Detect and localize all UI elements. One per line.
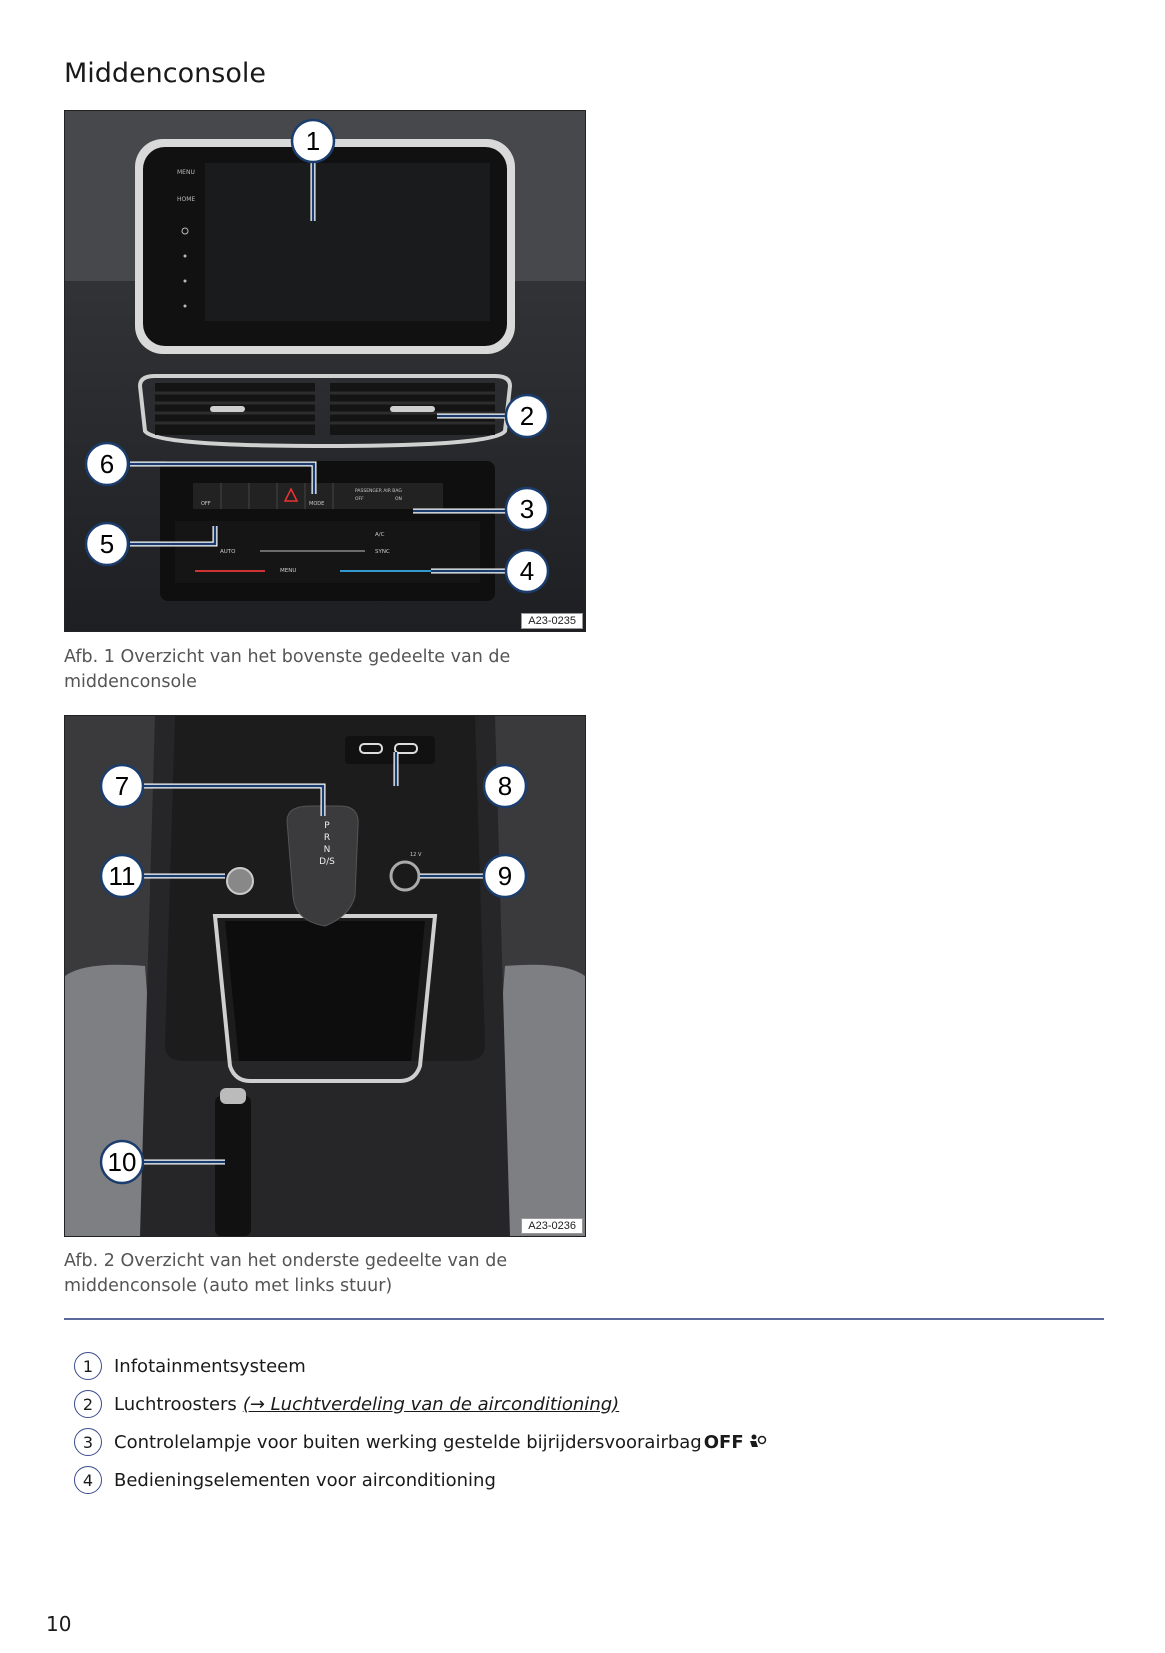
airbag-icon [747, 1433, 767, 1451]
callout-11 [101, 855, 143, 897]
figure-caption: Afb. 1 Overzicht van het bovenste gedeelte van de middenconsole [64, 647, 511, 692]
callout-1 [292, 120, 334, 162]
gear-n: N [323, 845, 331, 855]
figure-upper-console [64, 110, 586, 632]
figure-caption: Afb. 2 Overzicht van het onderste gedeelte van de middenconsole (auto met links stuur) [64, 1251, 508, 1296]
svg-text:6: 6 [99, 449, 115, 479]
svg-text:7: 7 [114, 771, 130, 801]
airbag-state-on-label: ON [395, 497, 402, 502]
callout-10 [101, 1141, 143, 1183]
panel-auto-label: AUTO [220, 549, 236, 555]
gear-r: R [323, 833, 331, 843]
figure-code: A23-0236 [521, 1218, 583, 1234]
callout-5 [86, 523, 128, 565]
svg-text:8: 8 [497, 771, 513, 801]
svg-text:10: 10 [107, 1147, 137, 1177]
svg-text:3: 3 [519, 494, 535, 524]
airbag-off-indicator-symbol: OFF [703, 1431, 744, 1453]
lower-console-illustration [65, 716, 585, 1236]
svg-text:4: 4 [519, 556, 535, 586]
passenger-airbag-label: PASSENGER AIR BAG [355, 489, 402, 494]
svg-text:11: 11 [108, 861, 136, 891]
page-title: Middenconsole [64, 58, 266, 89]
legend-number: 4 [74, 1466, 102, 1494]
screen-menu-label: MENU [177, 169, 195, 176]
svg-text:9: 9 [497, 861, 513, 891]
screen-home-label: HOME [177, 196, 196, 203]
callout-3 [506, 488, 548, 530]
figure-code: A23-0235 [521, 613, 583, 629]
legend-item-2 [74, 1385, 767, 1423]
gear-ds: D/S [319, 857, 335, 867]
airbag-state-off-label: OFF [355, 497, 364, 502]
legend-number: 1 [74, 1352, 102, 1380]
svg-text:5: 5 [99, 529, 115, 559]
legend-text: Luchtroosters [114, 1393, 237, 1415]
legend-text: Controlelampje voor buiten werking gestelde bijrijdersvoorairbag [114, 1431, 702, 1453]
page-number: 10 [46, 1612, 72, 1636]
air-distribution-link[interactable]: (→ Luchtverdeling van de airconditioning) [242, 1393, 620, 1415]
legend-item-4 [74, 1461, 767, 1499]
legend-text: Infotainmentsysteem [114, 1355, 306, 1377]
svg-text:1: 1 [305, 126, 321, 156]
legend-text: Bedieningselementen voor airconditioning [114, 1469, 496, 1491]
legend-item-3 [74, 1423, 767, 1461]
callout-9 [484, 855, 526, 897]
section-divider [64, 1318, 1104, 1320]
callout-2 [506, 395, 548, 437]
figure-lower-console [64, 715, 586, 1237]
panel-menu-label: MENU [280, 568, 297, 574]
svg-text:2: 2 [519, 401, 535, 431]
upper-console-illustration [65, 111, 585, 631]
callout-7 [101, 765, 143, 807]
socket-label: 12 V [410, 852, 422, 858]
callout-8 [484, 765, 526, 807]
panel-mode-label: MODE [309, 501, 325, 507]
callout-4 [506, 550, 548, 592]
legend-list [74, 1347, 767, 1499]
panel-ac-label: A/C [375, 532, 385, 538]
legend-number: 3 [74, 1428, 102, 1456]
legend-item-1 [74, 1347, 767, 1385]
panel-off-label: OFF [201, 501, 211, 507]
callout-6 [86, 443, 128, 485]
legend-number: 2 [74, 1390, 102, 1418]
gear-p: P [324, 821, 330, 831]
panel-sync-label: SYNC [375, 549, 390, 555]
